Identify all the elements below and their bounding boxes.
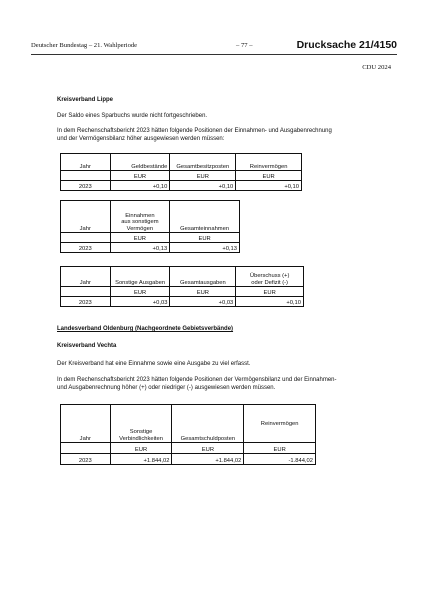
table-cell: +0,13 (110, 243, 170, 253)
table-header: Gesamtausgaben (170, 267, 236, 287)
page-header (31, 40, 397, 55)
paragraph: In dem Rechenschaftsbericht 2023 hätten folgende Positionen der Einnahmen- und Ausgabenrechnung (57, 128, 332, 134)
table-header: Jahr (61, 201, 111, 233)
paragraph: und der Vermögensbilanz höher ausgewiesen werden müssen: (57, 136, 225, 142)
table-cell: EUR (110, 287, 170, 297)
table-cell: EUR (236, 171, 302, 181)
table-cell: 2023 (61, 297, 111, 307)
table-cell: EUR (170, 233, 240, 243)
document-number (297, 39, 397, 51)
table-cell (61, 287, 111, 297)
table-cell: +0,10 (236, 297, 304, 307)
party-year-label: CDU 2024 (362, 64, 391, 71)
table-cell: 2023 (61, 181, 111, 191)
page-number: – 77 – (236, 42, 253, 49)
table-header: Sonstige Verbindlichkeiten (110, 405, 172, 443)
table-header: Gesamteinnahmen (170, 201, 240, 233)
table-header: Überschuss (+) oder Defizit (-) (236, 267, 304, 287)
table-header: Reinvermögen (236, 154, 302, 171)
table-header: Einnahmen aus sonstigem Vermögen (110, 201, 170, 233)
table-cell: +0,10 (236, 181, 302, 191)
section-heading-lippe: Kreisverband Lippe (57, 97, 114, 103)
table-cell: EUR (244, 443, 316, 454)
table-cell: EUR (170, 287, 236, 297)
table-cell: +1.844,02 (110, 454, 172, 465)
table-header: Reinvermögen (244, 405, 316, 443)
table-cell (61, 171, 111, 181)
table-header: Jahr (61, 405, 111, 443)
table-header: Gesamtschuldposten (172, 405, 244, 443)
table-cell: +0,03 (110, 297, 170, 307)
table-cell: 2023 (61, 454, 111, 465)
table-cell: +0,10 (110, 181, 170, 191)
table-cell: EUR (110, 233, 170, 243)
table-cell: EUR (110, 171, 170, 181)
table-header: Jahr (61, 267, 111, 287)
table-cell: EUR (236, 287, 304, 297)
parliament-label: Deutscher Bundestag – 21. Wahlperiode (31, 42, 138, 49)
table-lippe-expenses (60, 266, 304, 307)
table-cell: +0,03 (170, 297, 236, 307)
table-header: Jahr (61, 154, 111, 171)
doc-number: 4150 (373, 39, 397, 51)
table-lippe-assets (60, 153, 302, 191)
table-cell (61, 233, 111, 243)
table-cell: 2023 (61, 243, 111, 253)
table-cell: +0,13 (170, 243, 240, 253)
paragraph: Der Saldo eines Sparbuchs wurde nicht fortgeschrieben. (57, 113, 208, 119)
paragraph: Der Kreisverband hat eine Einnahme sowie eine Ausgabe zu viel erfasst. (57, 361, 251, 367)
table-cell: +1.844,02 (172, 454, 244, 465)
section-subheading-vechta: Kreisverband Vechta (57, 343, 117, 349)
doc-label: Drucksache 21/ (296, 39, 374, 51)
table-cell: +0,10 (170, 181, 236, 191)
paragraph: In dem Rechenschaftsbericht 2023 hätten folgende Positionen der Vermögensbilanz und der Einnahmen- (57, 377, 337, 383)
section-heading-oldenburg: Landesverband Oldenburg (Nachgeordnete Gebietsverbände) (57, 326, 234, 332)
table-cell (61, 443, 111, 454)
table-cell: -1.844,02 (244, 454, 316, 465)
table-vechta (60, 404, 316, 465)
table-cell: EUR (110, 443, 172, 454)
table-cell: EUR (170, 171, 236, 181)
table-header: Sonstige Ausgaben (110, 267, 170, 287)
paragraph: und Ausgabenrechnung höher (+) oder niedriger (-) ausgewiesen werden müssen. (57, 385, 276, 391)
table-header: Gesamtbesitzposten (170, 154, 236, 171)
table-header: Geldbestände (110, 154, 170, 171)
table-lippe-income (60, 200, 240, 253)
table-cell: EUR (172, 443, 244, 454)
